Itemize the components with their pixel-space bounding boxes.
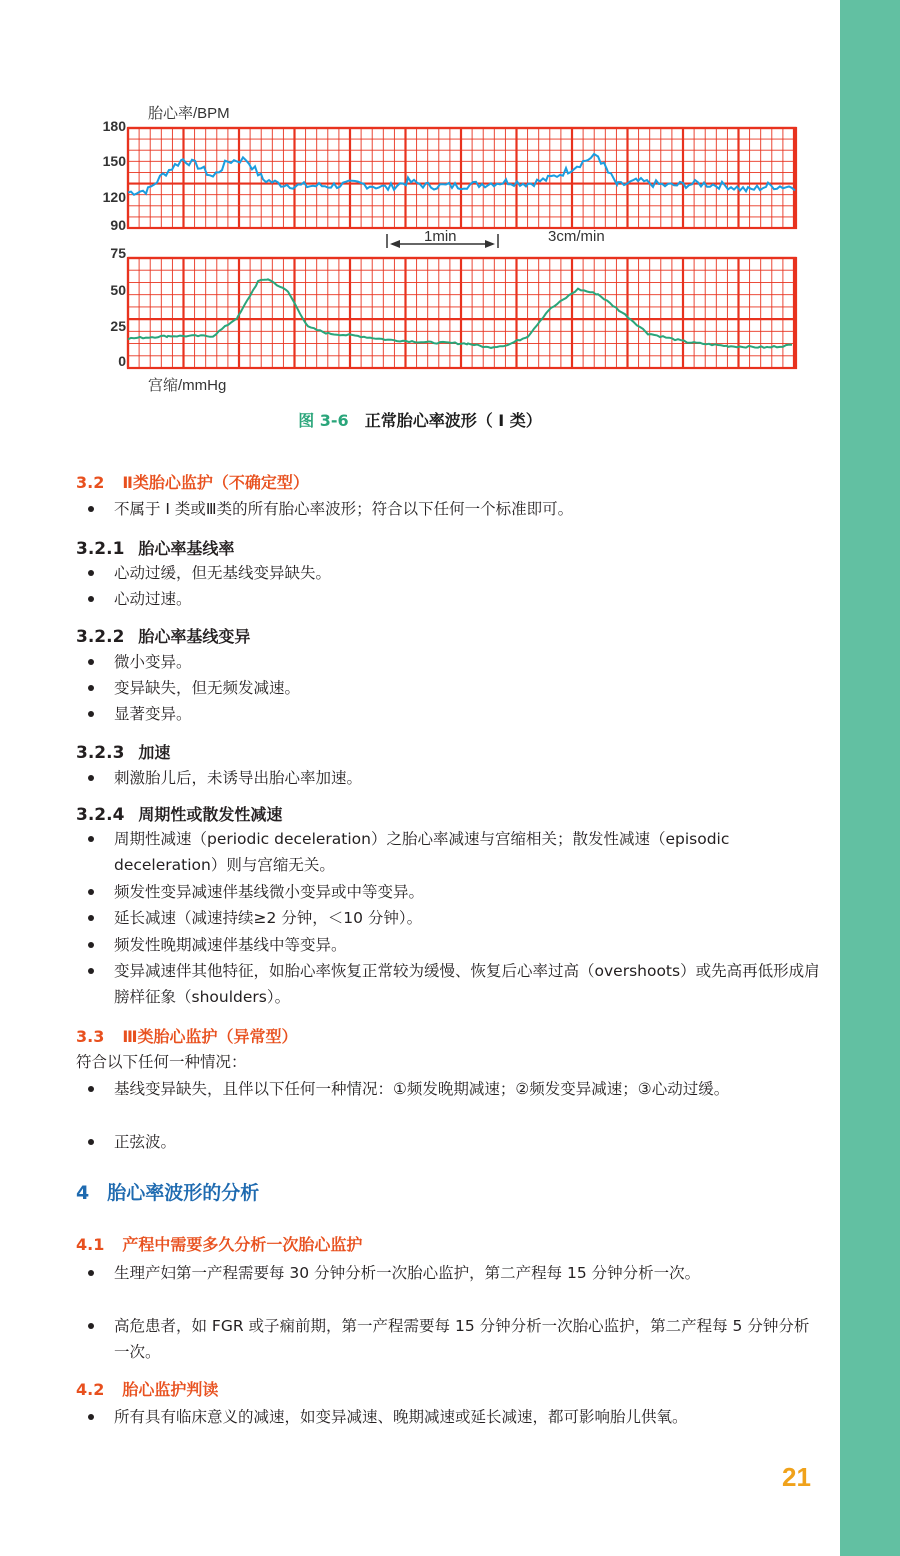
toco-axis-title: 宫缩/mmHg	[148, 377, 227, 394]
section-heading-4-2: 4.2 胎心监护判读	[76, 1380, 219, 1399]
time-scale-bar	[387, 234, 498, 248]
chapter-heading-4: 4 胎心率波形的分析	[76, 1182, 260, 1204]
section-heading-3-2-2: 3.2.2 胎心率基线变异	[76, 627, 251, 647]
list-item: 频发性晚期减速伴基线中等变异。	[76, 932, 821, 958]
section-heading-3-2-4: 3.2.4 周期性或散发性减速	[76, 805, 283, 825]
list-item: 周期性减速（periodic deceleration）之胎心率减速与宫缩相关；散发性减速（episodic deceleration）则与宫缩无关。	[76, 826, 821, 878]
toco-tick: 0	[118, 353, 126, 369]
toco-tick: 75	[110, 245, 126, 261]
list-item: 微小变异。	[76, 649, 821, 675]
section-heading-4-1: 4.1 产程中需要多久分析一次胎心监护	[76, 1235, 363, 1254]
section-heading-3-2-1: 3.2.1 胎心率基线率	[76, 539, 235, 559]
speed-label: 3cm/min	[548, 228, 605, 245]
list-item: 心动过缓，但无基线变异缺失。	[76, 560, 821, 586]
page-number: 21	[782, 1462, 811, 1492]
list-item: 正弦波。	[76, 1129, 821, 1155]
list-item: 所有具有临床意义的减速，如变异减速、晚期减速或延长减速，都可影响胎儿供氧。	[76, 1404, 821, 1430]
toco-grid	[128, 258, 796, 368]
fhr-axis-title: 胎心率/BPM	[148, 105, 230, 122]
list-item: 刺激胎儿后，未诱导出胎心率加速。	[76, 765, 821, 791]
fhr-tick: 120	[102, 189, 126, 205]
fhr-tick: 90	[110, 217, 126, 233]
section-heading-3-2-3: 3.2.3 加速	[76, 743, 171, 763]
section-heading-3-2: 3.2 Ⅱ类胎心监护（不确定型）	[76, 473, 309, 492]
list-item: 延长减速（减速持续≥2 分钟，＜10 分钟）。	[76, 905, 821, 931]
figure-title: 正常胎心率波形（ I 类）	[364, 411, 542, 430]
fhr-grid	[128, 128, 796, 228]
ctg-chart	[0, 0, 900, 400]
list-item: 基线变异缺失，且伴以下任何一种情况：①频发晚期减速；②频发变异减速；③心动过缓。	[76, 1076, 821, 1102]
fhr-tick: 180	[102, 118, 126, 134]
section-intro: 符合以下任何一种情况：	[76, 1053, 247, 1071]
list-item: 不属于 I 类或Ⅲ类的所有胎心率波形；符合以下任何一个标准即可。	[76, 496, 821, 522]
list-item: 生理产妇第一产程需要每 30 分钟分析一次胎心监护，第二产程每 15 分钟分析一次。	[76, 1260, 821, 1286]
figure-caption	[0, 408, 840, 431]
list-item: 显著变异。	[76, 701, 821, 727]
toco-tick: 25	[110, 318, 126, 334]
list-item: 变异缺失，但无频发减速。	[76, 675, 821, 701]
list-item: 心动过速。	[76, 586, 821, 612]
fhr-tick: 150	[102, 153, 126, 169]
section-heading-3-3: 3.3 Ⅲ类胎心监护（异常型）	[76, 1027, 298, 1046]
scale-marker-label: 1min	[424, 228, 457, 245]
list-item: 频发性变异减速伴基线微小变异或中等变异。	[76, 879, 821, 905]
list-item: 变异减速伴其他特征，如胎心率恢复正常较为缓慢、恢复后心率过高（overshoots）或先高再低形成肩膀样征象（shoulders）。	[76, 958, 821, 1010]
toco-tick: 50	[110, 282, 126, 298]
figure-number: 图 3-6	[298, 411, 349, 430]
list-item: 高危患者，如 FGR 或子痫前期，第一产程需要每 15 分钟分析一次胎心监护，第二产程每 5 分钟分析一次。	[76, 1313, 821, 1365]
